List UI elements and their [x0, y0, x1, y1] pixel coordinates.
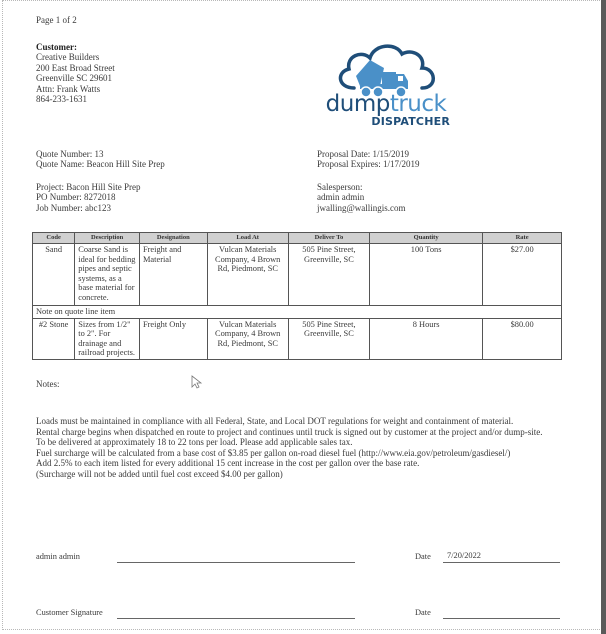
customer-signature-line[interactable]: [117, 618, 355, 619]
admin-signature-label: admin admin: [36, 552, 80, 561]
logo-word-truck: truck: [389, 91, 447, 117]
customer-heading: Customer:: [36, 42, 77, 52]
terms-line: To be delivered at approximately 18 to 22 tons per load. Please add applicable sales tax.: [36, 437, 353, 447]
terms-line: Loads must be maintained in compliance with all Federal, State, and Local DOT regulations for weight and containment of material.: [36, 416, 514, 426]
customer-line: Greenville SC 29601: [36, 73, 112, 84]
cell-load-at: Vulcan Materials Company, 4 Brown Rd, Piedmont, SC: [207, 244, 288, 306]
cell-description: Coarse Sand is ideal for bedding pipes and septic systems, as a base material for concrete.: [75, 244, 140, 306]
customer-block: [36, 42, 115, 104]
admin-signature-line[interactable]: [117, 562, 355, 563]
proposal-info: [317, 149, 420, 170]
cell-quantity: 8 Hours: [370, 318, 483, 359]
salesperson-info: [317, 182, 406, 213]
quote-number: Quote Number: 13: [36, 149, 104, 159]
admin-date-value: 7/20/2022: [447, 551, 481, 560]
table-header-row: [33, 233, 562, 244]
cell-code: Sand: [33, 244, 75, 306]
cell-rate: $27.00: [483, 244, 562, 306]
header-deliver-to: Deliver To: [288, 233, 369, 244]
customer-line: Attn: Frank Watts: [36, 83, 101, 94]
customer-line: 864-233-1631: [36, 94, 87, 105]
notes-label: Notes:: [36, 379, 60, 389]
header-quantity: Quantity: [370, 233, 483, 244]
header-load-at: Load At: [207, 233, 288, 244]
cell-quantity: 100 Tons: [370, 244, 483, 306]
mouse-cursor-icon: [191, 375, 203, 389]
customer-signature-label: Customer Signature: [36, 608, 103, 617]
cell-description: Sizes from 1/2" to 2". For drainage and railroad projects.: [75, 318, 140, 359]
header-description: Description: [75, 233, 140, 244]
page-edge-shadow: [601, 0, 606, 634]
terms-line: Fuel surcharge will be calculated from a base cost of $3.85 per gallon on-road diesel fuel (http://www.eia.gov/petroleum/gasdiesel/): [36, 447, 511, 458]
admin-date-label: Date: [415, 552, 431, 561]
table-note-row: [33, 306, 562, 319]
line-item-note: Note on quote line item: [33, 306, 562, 319]
proposal-expires: Proposal Expires: 1/17/2019: [317, 159, 420, 170]
po-number: PO Number: 8272018: [36, 192, 116, 203]
cell-designation: Freight Only: [139, 318, 207, 359]
salesperson-name: admin admin: [317, 192, 365, 203]
cell-load-at: Vulcan Materials Company, 4 Brown Rd, Piedmont, SC: [207, 318, 288, 359]
customer-date-label: Date: [415, 608, 431, 617]
logo-word-dump: dump: [325, 91, 390, 117]
cell-deliver-to: 505 Pine Street, Greenville, SC: [288, 244, 369, 306]
cell-rate: $80.00: [483, 318, 562, 359]
quote-info: [36, 149, 165, 170]
cell-deliver-to: 505 Pine Street, Greenville, SC: [288, 318, 369, 359]
header-rate: Rate: [483, 233, 562, 244]
header-code: Code: [33, 233, 75, 244]
header-designation: Designation: [139, 233, 207, 244]
terms-line: (Surcharge will not be added until fuel cost exceed $4.00 per gallon): [36, 468, 283, 479]
terms-and-conditions: [36, 416, 556, 479]
terms-line: Rental charge begins when dispatched en route to project and continues until truck is signed out by customer at the project and/or dump-site.: [36, 426, 543, 437]
job-number: Job Number: abc123: [36, 202, 111, 213]
cell-designation: Freight and Material: [139, 244, 207, 306]
project-info: [36, 182, 140, 213]
customer-line: 200 East Broad Street: [36, 62, 115, 73]
page-number: Page 1 of 2: [36, 15, 77, 25]
project-name: Project: Bacon Hill Site Prep: [36, 182, 141, 192]
line-items-table: [32, 232, 562, 360]
salesperson-email: jwalling@wallingis.com: [317, 202, 406, 213]
table-row: [33, 244, 562, 306]
quote-name: Quote Name: Beacon Hill Site Prep: [36, 159, 165, 170]
customer-date-line[interactable]: [443, 618, 560, 619]
proposal-date: Proposal Date: 1/15/2019: [317, 149, 409, 159]
cell-code: #2 Stone: [33, 318, 75, 359]
salesperson-label: Salesperson:: [317, 182, 363, 192]
logo-wordmark: [316, 92, 456, 116]
terms-line: Add 2.5% to each item listed for every additional 15 cent increase in the cost per gallon over the base rate.: [36, 458, 420, 468]
logo-subtitle: DISPATCHER: [371, 115, 450, 128]
table-row: [33, 318, 562, 359]
admin-date-line[interactable]: [443, 562, 560, 563]
customer-line: Creative Builders: [36, 52, 100, 63]
